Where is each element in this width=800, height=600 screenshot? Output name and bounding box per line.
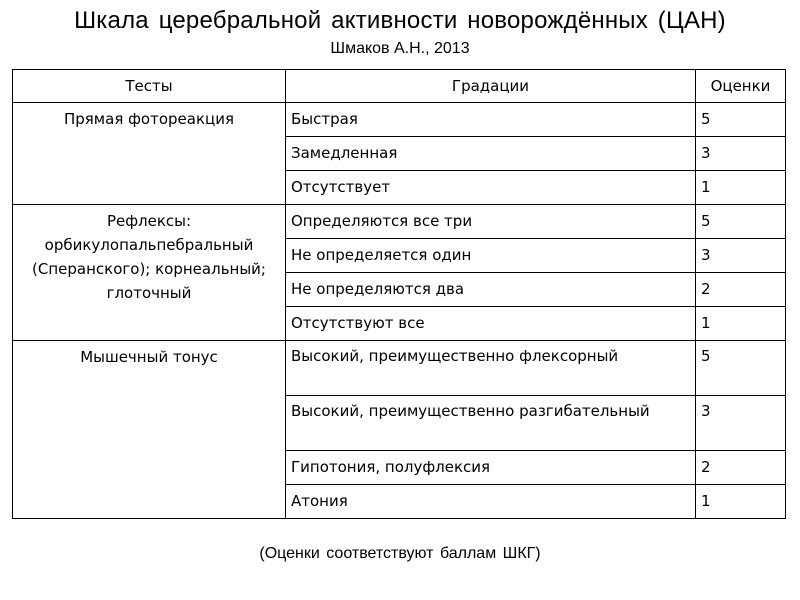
gradation-cell: Не определяются два [286,273,696,307]
gradation-cell: Отсутствует [286,171,696,205]
header-gradations: Градации [286,70,696,103]
table-row [13,341,786,396]
page-subtitle: Шмаков А.Н., 2013 [330,40,470,57]
table-header-row [13,70,786,103]
score-cell: 3 [696,239,786,273]
score-cell: 5 [696,103,786,137]
footnote: (Оценки соответствуют баллам ШКГ) [259,545,541,562]
header-tests: Тесты [13,70,286,103]
score-cell: 3 [696,137,786,171]
test-cell: Мышечный тонус [13,341,286,519]
score-cell: 5 [696,341,786,396]
gradation-cell: Гипотония, полуфлексия [286,451,696,485]
gradation-cell: Высокий, преимущественно разгибательный [286,396,696,451]
gradation-cell: Замедленная [286,137,696,171]
table-row [13,205,786,239]
score-cell: 2 [696,273,786,307]
score-cell: 1 [696,307,786,341]
gradation-cell: Быстрая [286,103,696,137]
table-row [13,103,786,137]
gradation-cell: Не определяется один [286,239,696,273]
page-title: Шкала церебральной активности новорождённых (ЦАН) [74,7,726,34]
header-scores: Оценки [696,70,786,103]
gradation-cell: Высокий, преимущественно флексорный [286,341,696,396]
gradation-cell: Отсутствуют все [286,307,696,341]
test-cell: Рефлексы: орбикулопальпебральный (Сперанского); корнеальный; глоточный [13,205,286,341]
score-cell: 1 [696,485,786,519]
score-cell: 3 [696,396,786,451]
scale-table [12,69,786,519]
score-cell: 2 [696,451,786,485]
score-cell: 1 [696,171,786,205]
score-cell: 5 [696,205,786,239]
gradation-cell: Определяются все три [286,205,696,239]
gradation-cell: Атония [286,485,696,519]
test-cell: Прямая фотореакция [13,103,286,205]
